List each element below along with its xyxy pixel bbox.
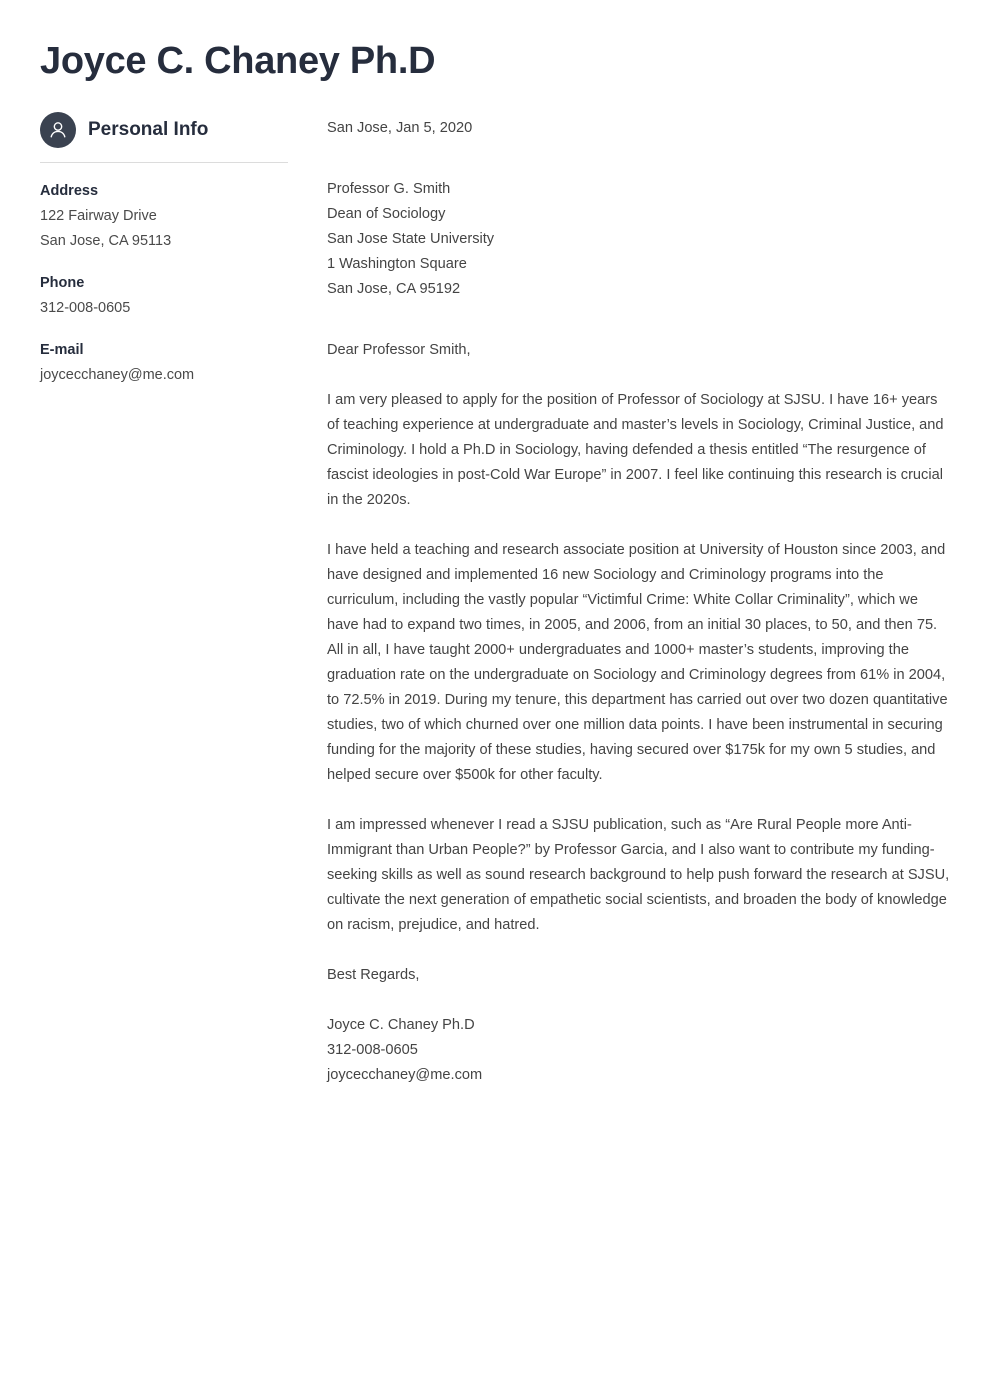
spacer-after-salutation	[327, 363, 952, 388]
recipient-line-street: 1 Washington Square	[327, 256, 467, 272]
letter-paragraph: I am impressed whenever I read a SJSU publication, such as “Are Rural People more Anti-Immigrant than Urban People?” by Professor Garcia, and I also want to contribute my funding-seeking skills as well as sound research background to help push forward the research at SJSU, cultivate the next generation of empathetic social scientists, and broaden the body of knowledge on racism, prejudice, and hatred.	[327, 817, 950, 933]
sidebar-section-header	[40, 112, 290, 148]
recipient-line-organization: San Jose State University	[327, 231, 495, 247]
sidebar-section-title: Personal Info	[88, 119, 209, 140]
info-label-phone: Phone	[40, 275, 85, 291]
spacer-after-recipient	[327, 302, 952, 338]
signature-block	[327, 1013, 952, 1088]
info-block-phone	[40, 271, 290, 321]
sidebar-personal-info	[40, 112, 290, 388]
spacer-after-date	[327, 141, 952, 177]
letter-closing: Best Regards,	[327, 967, 420, 983]
info-block-address	[40, 179, 290, 254]
info-label-address: Address	[40, 183, 99, 199]
sidebar-divider	[40, 162, 288, 163]
recipient-block	[327, 177, 952, 302]
letter-salutation: Dear Professor Smith,	[327, 342, 471, 358]
signature-name: Joyce C. Chaney Ph.D	[327, 1017, 475, 1033]
recipient-line-role: Dean of Sociology	[327, 206, 446, 222]
letter-date-line: San Jose, Jan 5, 2020	[327, 120, 473, 136]
info-label-email: E-mail	[40, 342, 84, 358]
recipient-line-name: Professor G. Smith	[327, 181, 451, 197]
info-value-address-city: San Jose, CA 95113	[40, 233, 172, 249]
info-value-address-street: 122 Fairway Drive	[40, 208, 157, 224]
info-value-phone[interactable]: 312-008-0605	[40, 300, 131, 316]
page-title: Joyce C. Chaney Ph.D	[40, 40, 436, 82]
recipient-line-city: San Jose, CA 95192	[327, 281, 461, 297]
letter-paragraph: I have held a teaching and research associate position at University of Houston since 2003, and have designed and implemented 16 new Sociology and Criminology programs into the curriculum, including the vastly popular “Victimful Crime: White Collar Criminality”, which we have had to expand two times, in 2005, and 2006, from an initial 30 places, to 50, and then 75. All in all, I have taught 2000+ undergraduates and 1000+ master’s students, improving the graduation rate on the undergraduate on Sociology and Criminology degrees from 61% in 2004, to 72.5% in 2019. During my tenure, this department has carried out over two dozen quantitative studies, two of which churned over one million data points. I have been instrumental in securing funding for the majority of these studies, having secured over $175k for my own 5 studies, and helped secure over $500k for other faculty.	[327, 542, 948, 783]
spacer-paragraph-2	[327, 788, 952, 813]
signature-phone[interactable]: 312-008-0605	[327, 1042, 418, 1058]
letter-paragraph: I am very pleased to apply for the position of Professor of Sociology at SJSU. I have 16+ years of teaching experience at undergraduate and master’s levels in Sociology, Criminal Justice, and Criminology. I hold a Ph.D in Sociology, having defended a thesis entitled “The resurgence of fascist ideologies in post-Cold War Europe” in 2007. I feel like continuing this research is crucial in the 2020s.	[327, 392, 944, 508]
spacer-after-closing	[327, 988, 952, 1013]
info-value-email[interactable]: joycecchaney@me.com	[40, 367, 195, 383]
info-block-email	[40, 338, 290, 388]
signature-email[interactable]: joycecchaney@me.com	[327, 1067, 483, 1083]
spacer-paragraph-3	[327, 938, 952, 963]
person-icon	[40, 112, 76, 148]
letter-body	[327, 116, 952, 1088]
spacer-paragraph-1	[327, 513, 952, 538]
